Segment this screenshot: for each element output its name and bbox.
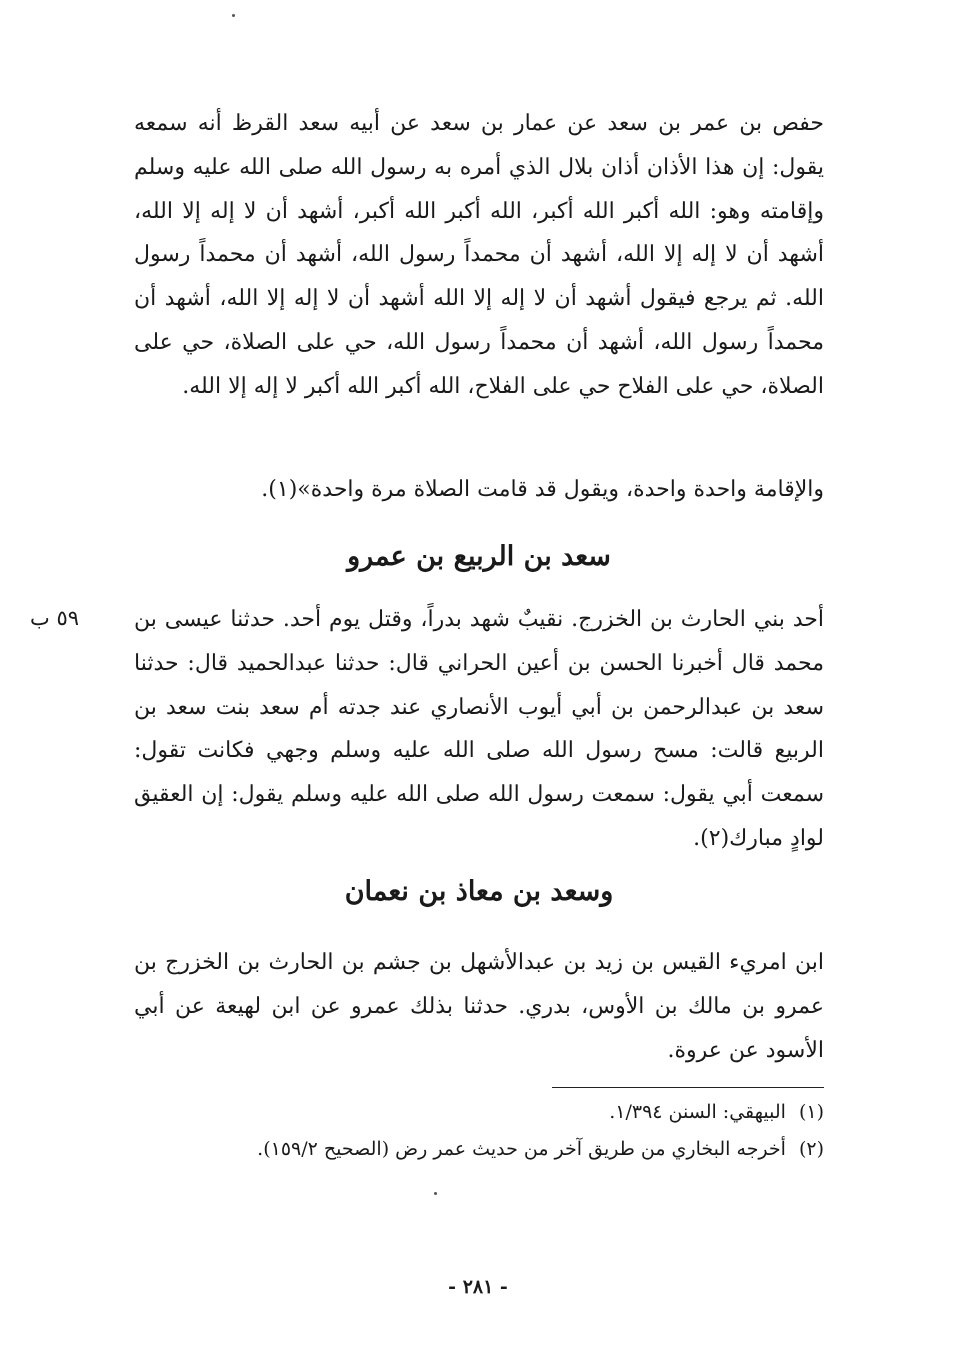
body-paragraph-saad-ibn-muadh: ابن امريء القيس بن زيد بن عبدالأشهل بن جشم بن الحارث بن الخزرج بن عمرو بن مالك بن الأوس، بدري. حدثنا بذلك عمرو عن ابن لهيعة عن أبي الأسود عن عروة.	[134, 950, 824, 1063]
section-heading-saad-ibn-rabi: سعد بن الربيع بن عمرو	[347, 541, 611, 572]
section-heading-saad-ibn-muadh: وسعد بن معاذ بن نعمان	[344, 876, 614, 907]
body-paragraph-iqama: والإقامة واحدة واحدة، ويقول قد قامت الصلاة مرة واحدة»(١).	[261, 477, 824, 502]
body-paragraph-adhan: حفص بن عمر بن سعد عن عمار بن سعد عن أبيه سعد القرظ أنه سمعه يقول: إن هذا الأذان أذان بلال الذي أمره به رسول الله صلى الله عليه وسلم وإقامته وهو: الله أكبر الله أكبر، الله أكبر الله أكبر، أشهد أن لا إله إلا الله، أشهد أن لا إله إلا الله، أشهد أن محمداً رسول الله، أشهد أن محمداً رسول الله. ثم يرجع فيقول أشهد أن لا إله إلا الله أشهد أن لا إله إلا الله، أشهد أن محمداً رسول الله، أشهد أن محمداً رسول الله، حي على الصلاة، حي على الصلاة، حي على الفلاح حي على الفلاح، الله أكبر الله أكبر لا إله إلا الله.	[134, 111, 824, 399]
footnotes	[134, 1094, 824, 1167]
footnote-divider	[552, 1087, 824, 1088]
footnote-text: البيهقي: السنن ١/٣٩٤.	[609, 1101, 786, 1123]
footnote-number: (٢)	[798, 1137, 824, 1160]
page-number: - ٢٨١ -	[448, 1276, 508, 1298]
footnote-text: أخرجه البخاري من طريق آخر من حديث عمر رض (الصحيح ١٥٩/٢).	[257, 1137, 786, 1160]
scan-speck	[434, 1192, 437, 1195]
footnote-item	[134, 1094, 824, 1131]
footnote-number: (١)	[798, 1101, 824, 1123]
body-paragraph-saad-ibn-rabi: أحد بني الحارث بن الخزرج. نقيبٌ شهد بدراً، وقتل يوم أحد. حدثنا عيسى بن محمد قال أخبرنا الحسن بن أعين الحراني قال: حدثنا عبدالحميد قال: حدثنا سعد بن عبدالرحمن بن أبي أيوب الأنصاري عند جدته أم سعد بنت سعد بن الربيع قالت: مسح رسول الله صلى الله عليه وسلم وجهي فكانت تقول: سمعت أبي يقول: سمعت رسول الله صلى الله عليه وسلم يقول: إن العقيق لوادٍ مبارك(٢).	[134, 607, 824, 851]
footnote-item	[134, 1131, 824, 1168]
scan-speck	[232, 14, 235, 17]
marginal-folio-note: ٥٩ ب	[30, 606, 80, 630]
